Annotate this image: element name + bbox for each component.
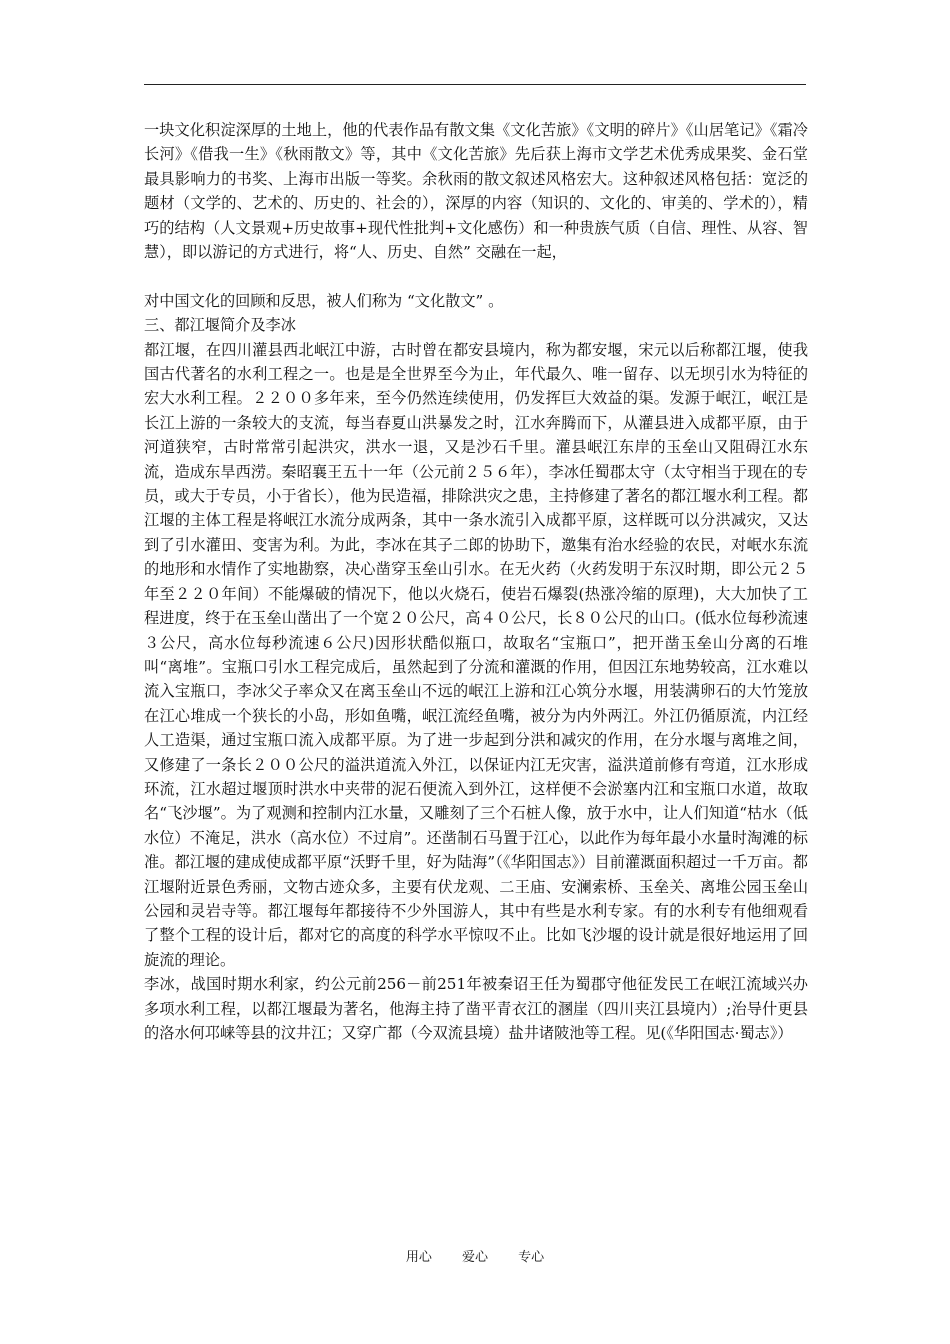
- footer-item: 爱心: [461, 1250, 488, 1265]
- paragraph-yu-qiuyu: 一块文化积淀深厚的土地上，他的代表作品有散文集《文化苦旅》《文明的碎片》《山居笔记》《霜冷长河》《借我一生》《秋雨散文》等，其中《文化苦旅》先后获上海市文学艺术优秀成果奖、金石堂最具影响力的书奖、上海市出版一等奖。余秋雨的散文叙述风格宏大。这种叙述风格包括：宽泛的题材（文学的、艺术的、历史的、社会的），深厚的内容（知识的、文化的、审美的、学术的），精巧的结构（人文景观+历史故事+现代性批判+文化感伤）和一种贵族气质（自信、理性、从容、智慧），即以游记的方式进行，将“人、历史、自然” 交融在一起，: [144, 121, 808, 262]
- footer-item: 专心: [518, 1250, 545, 1265]
- footer-item: 用心: [405, 1250, 432, 1265]
- document-body: [144, 118, 808, 1045]
- paragraph-li-bing: 李冰，战国时期水利家，约公元前256－前251年被秦诏王任为蜀郡守他征发民工在岷江流域兴办多项水利工程，以都江堰最为著名，他海主持了凿平青衣江的溷崖（四川夹江县境内）;治导什更县的洛水何邛崃等县的汶井江；又穿广都（今双流县境）盐井诸陂池等工程。见(《华阳国志·蜀志》）: [144, 975, 808, 1043]
- page-footer: [0, 1249, 950, 1267]
- paragraph-dujiangyan: 都江堰，在四川灌县西北岷江中游，古时曾在都安县境内，称为都安堰，宋元以后称都江堰，使我国古代著名的水利工程之一。也是是全世界至今为止，年代最久、唯一留存、以无坝引水为特征的宏大水利工程。２２００多年来，至今仍然连续使用，仍发挥巨大效益的渠。发源于岷江，岷江是长江上游的一条较大的支流，每当春夏山洪暴发之时，江水奔腾而下，从灌县进入成都平原，由于河道狭窄，古时常常引起洪灾，洪水一退，又是沙石千里。灌县岷江东岸的玉垒山又阻碍江水东流，造成东旱西涝。秦昭襄王五十一年（公元前２５６年），李冰任蜀郡太守（太守相当于现在的专员，或大于专员，小于省长），他为民造福，排除洪灾之患，主持修建了著名的都江堰水利工程。都江堰的主体工程是将岷江水流分成两条，其中一条水流引入成都平原，这样既可以分洪减灾，又达到了引水灌田、变害为利。为此，李冰在其子二郎的协助下，邀集有治水经验的农民，对岷水东流的地形和水情作了实地勘察，决心凿穿玉垒山引水。在无火药（火药发明于东汉时期，即公元２５年至２２０年间）不能爆破的情况下，他以火烧石，使岩石爆裂(热涨冷缩的原理)，大大加快了工程进度，终于在玉垒山凿出了一个宽２０公尺，高４０公尺，长８０公尺的山口。(低水位每秒流速３公尺，高水位每秒流速６公尺)因形状酷似瓶口，故取名“宝瓶口”，把开凿玉垒山分离的石堆叫“离堆”。宝瓶口引水工程完成后，虽然起到了分流和灌溉的作用，但因江东地势较高，江水难以流入宝瓶口，李冰父子率众又在离玉垒山不远的岷江上游和江心筑分水堰，用装满卵石的大竹笼放在江心堆成一个狭长的小岛，形如鱼嘴，岷江流经鱼嘴，被分为内外两江。外江仍循原流，内江经人工造渠，通过宝瓶口流入成都平原。为了进一步起到分洪和减灾的作用，在分水堰与离堆之间，又修建了一条长２００公尺的溢洪道流入外江，以保证内江无灾害，溢洪道前修有弯道，江水形成环流，江水超过堰顶时洪水中夹带的泥石便流入到外江，这样便不会淤塞内江和宝瓶口水道，故取名“飞沙堰”。为了观测和控制内江水量，又雕刻了三个石桩人像，放于水中，让人们知道“枯水（低水位）不淹足，洪水（高水位）不过肩”。还凿制石马置于江心，以此作为每年最小水量时淘滩的标准。都江堰的建成使成都平原“沃野千里，好为陆海”（《华阳国志》）目前灌溉面积超过一千万亩。都江堰附近景色秀丽，文物古迹众多，主要有伏龙观、二王庙、安澜索桥、玉垒关、离堆公园玉垒山公园和灵岩寺等。都江堰每年都接待不少外国游人，其中有些是水利专家。有的水利专有他细观看了整个工程的设计后，都对它的高度的科学水平惊叹不止。比如飞沙堰的设计就是很好地运用了回旋流的理论。: [144, 340, 808, 969]
- paragraph-cultural-essay: 对中国文化的回顾和反思，被人们称为 “文化散文” 。: [144, 291, 504, 310]
- section-heading: 三、都江堰简介及李冰: [144, 316, 296, 335]
- header-rule: [144, 84, 806, 85]
- blank-line: [144, 264, 808, 288]
